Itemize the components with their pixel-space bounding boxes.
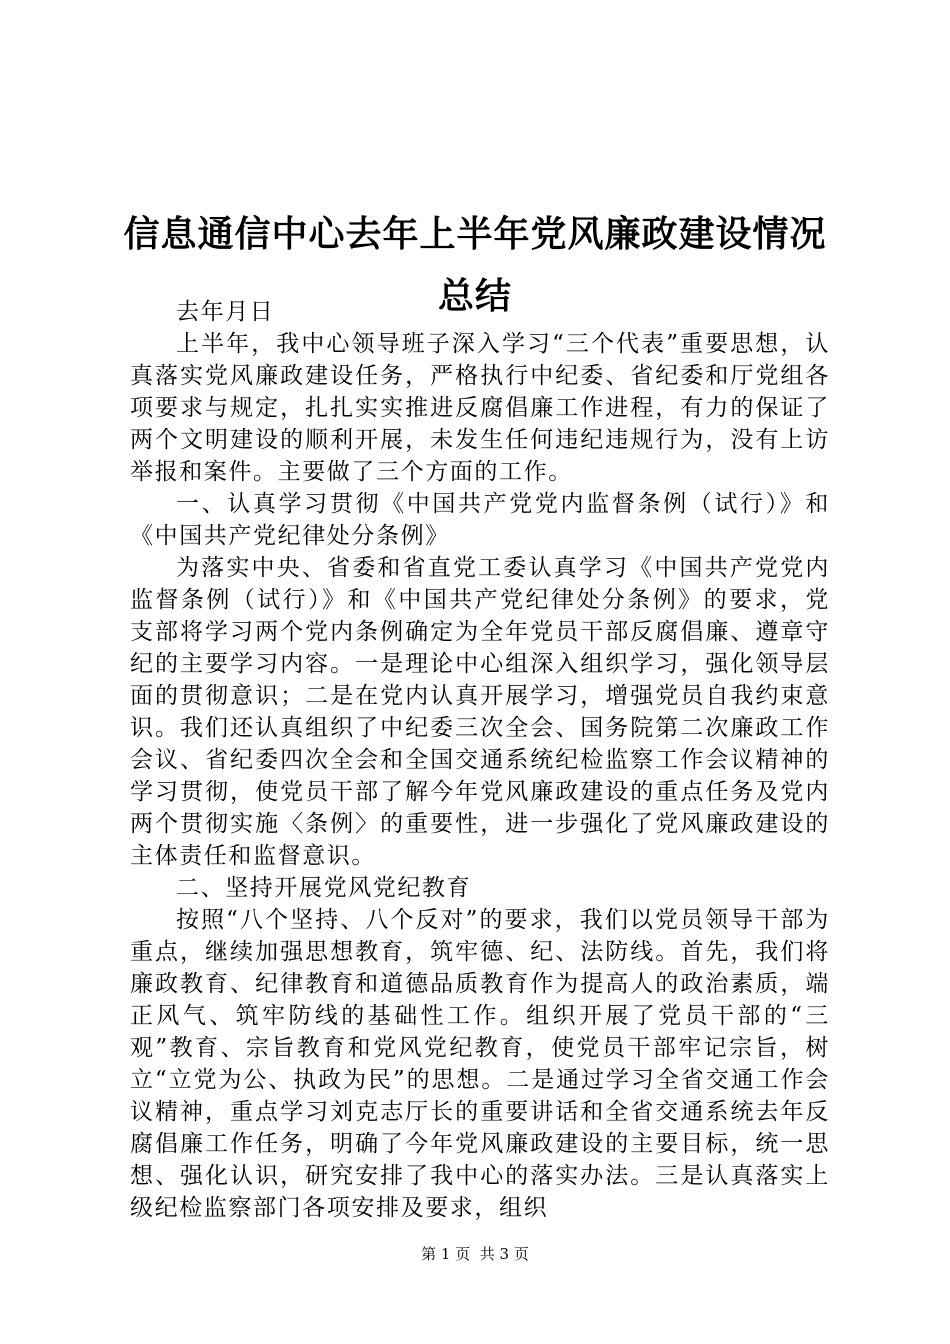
paragraph: 上半年，我中心领导班子深入学习“三个代表”重要思想，认真落实党风廉政建设任务，严格执行中纪委、省纪委和厅党组各项要求与规定，扎扎实实推进反腐倡廉工作进程，有力的保证了两个文明建设的顺利开展，未发生任何违纪违规行为，没有上访举报和案件。主要做了三个方面的工作。 [130,331,830,485]
section-heading: 一、认真学习贯彻《中国共产党党内监督条例（试行）》和《中国共产党纪律处分条例》 [130,491,830,549]
page-number: 第 1 页 共 3 页 [421,1245,529,1263]
document-title: 信息通信中心去年上半年党风廉政建设情况总结 [123,214,827,318]
section-heading: 二、坚持开展党风党纪教育 [176,875,472,901]
page-footer [0,1244,950,1264]
paragraph: 按照“八个坚持、八个反对”的要求，我们以党员领导干部为重点，继续加强思想教育，筑牢德、纪、法防线。首先，我们将廉政教育、纪律教育和道德品质教育作为提高人的政治素质，端正风气、筑牢防线的基础性工作。组织开展了党员干部的“三观”教育、宗旨教育和党风党纪教育，使党员干部牢记宗旨，树立“立党为公、执政为民”的思想。二是通过学习全省交通工作会议精神，重点学习刘克志厅长的重要讲话和全省交通系统去年反腐倡廉工作任务，明确了今年党风廉政建设的主要目标，统一思想、强化认识，研究安排了我中心的落实办法。三是认真落实上级纪检监察部门各项安排及要求，组织 [130,907,830,1221]
paragraph: 为落实中央、省委和省直党工委认真学习《中国共产党党内监督条例（试行）》和《中国共产党纪律处分条例》的要求，党支部将学习两个党内条例确定为全年党员干部反腐倡廉、遵章守纪的主要学习内容。一是理论中心组深入组织学习，强化领导层面的贯彻意识；二是在党内认真开展学习，增强党员自我约束意识。我们还认真组织了中纪委三次全会、国务院第二次廉政工作会议、省纪委四次全会和全国交通系统纪检监察工作会议精神的学习贯彻，使党员干部了解今年党风廉政建设的重点任务及党内两个贯彻实施〈条例〉的重要性，进一步强化了党风廉政建设的主体责任和监督意识。 [130,555,830,869]
document-body [130,296,830,1224]
date-line: 去年月日 [176,299,275,325]
